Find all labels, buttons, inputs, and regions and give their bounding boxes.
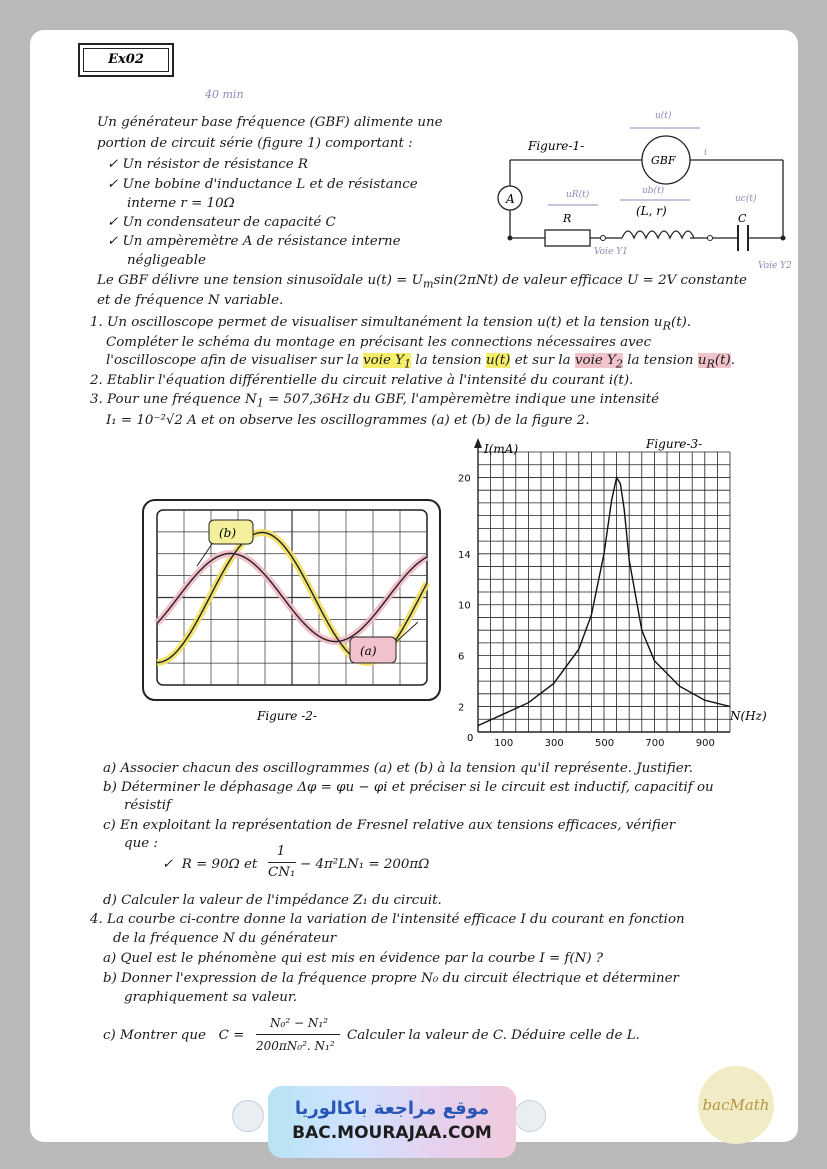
- exercise-badge-label: Ex02: [83, 48, 169, 72]
- hand-voie1-label: Voie Y1: [594, 247, 628, 257]
- y-tick-label: 20: [458, 473, 471, 485]
- q4c-text-2: Calculer la valeur de C. Déduire celle de L.: [347, 1028, 640, 1043]
- q4-line-1: 4. La courbe ci-contre donne la variation de l'intensité efficace I du courant en fonction: [90, 912, 685, 927]
- voie2-highlight: voie $Y_2$: [574, 353, 623, 371]
- q3c-equation: ✓ R = 90Ω et: [162, 857, 258, 872]
- bullet-item-cont: négligeable: [127, 253, 206, 268]
- q3d: d) Calculer la valeur de l'impédance Z₁ du circuit.: [103, 893, 442, 908]
- footer-banner[interactable]: [268, 1086, 516, 1158]
- ammeter-label: A: [506, 192, 515, 206]
- q3a: a) Associer chacun des oscillogrammes (a) et (b) à la tension qu'il représente. Justifier.: [103, 761, 693, 776]
- hand-ur-label: uR(t): [566, 190, 590, 200]
- hand-i-label: i: [704, 148, 707, 158]
- intro-line-1: Un générateur base fréquence (GBF) alimente une: [97, 115, 443, 130]
- ur-highlight: $u_R(t)$: [697, 353, 731, 371]
- q2-line: 2. Etablir l'équation différentielle du circuit relative à l'intensité du courant i(t).: [90, 373, 634, 388]
- site-logo-icon: [232, 1100, 264, 1132]
- y-axis-label: I(mA): [484, 442, 519, 456]
- bullet-item: ✓ Un résistor de résistance R: [107, 157, 308, 172]
- footer-arabic-title: موقع مراجعة باكالوريا: [294, 1098, 490, 1119]
- hand-uc-label: uc(t): [735, 194, 757, 204]
- u-highlight: u(t): [485, 353, 511, 368]
- hand-u-label: u(t): [655, 111, 672, 121]
- q4-line-2: de la fréquence N du générateur: [113, 931, 337, 946]
- intro-line-2: portion de circuit série (figure 1) comportant :: [97, 136, 413, 151]
- coil-label: (L, r): [636, 204, 667, 218]
- label-a: (a): [360, 644, 377, 658]
- voie1-highlight: voie $Y_1$: [363, 353, 412, 371]
- q3c-line-2: que :: [124, 836, 158, 851]
- y-tick-label: 6: [458, 651, 465, 663]
- eq-numerator: 1: [276, 844, 286, 859]
- q4b-line-2: graphiquement sa valeur.: [124, 990, 298, 1005]
- q1-line-3: l'oscilloscope afin de visualiser sur la voie $Y_1$ la tension u(t) et sur la voie $Y_2$ la tension $u_R(t)$.: [106, 353, 735, 371]
- figure2-caption: Figure -2-: [257, 709, 317, 723]
- origin-label: 0: [467, 733, 474, 744]
- bullet-item-cont: interne r = 10Ω: [127, 196, 235, 211]
- gbf-line: Le GBF délivre une tension sinusoïdale $u(t) = U_m\sin(2\pi Nt)$ de valeur efficace U = 2V constante: [97, 273, 747, 291]
- q4a: a) Quel est le phénomène qui est mis en évidence par la courbe I = f(N) ?: [103, 951, 603, 966]
- q1-line-2: Compléter le schéma du montage en précisant les connections nécessaires avec: [106, 335, 652, 350]
- footer-site-link[interactable]: BAC.MOURAJAA.COM: [292, 1123, 492, 1143]
- q4c-text: c) Montrer que C =: [103, 1028, 245, 1043]
- x-tick-label: 900: [695, 738, 715, 749]
- figure3-title: Figure-3-: [646, 437, 703, 451]
- eq-denominator: CN₁: [268, 865, 296, 880]
- resistor-label: R: [563, 212, 572, 225]
- figure1-caption: Figure-1-: [528, 139, 585, 153]
- x-tick-label: 100: [494, 738, 514, 749]
- hand-voie2-label: Voie Y2: [758, 261, 792, 271]
- q3-line-1: 3. Pour une fréquence $N_1 = 507,36Hz$ du GBF, l'ampèremètre indique une intensité: [90, 392, 660, 410]
- bullet-item: ✓ Un ampèremètre A de résistance interne: [107, 234, 401, 249]
- y-tick-label: 10: [458, 600, 471, 612]
- gbf-label: GBF: [651, 154, 676, 167]
- q4c-fraction-bar: [256, 1034, 340, 1035]
- q3b-line-1: b) Déterminer le déphasage Δφ = φu − φi et préciser si le circuit est inductif, capacitif ou: [103, 780, 714, 795]
- handwritten-note: 40 min: [205, 88, 244, 101]
- label-b: (b): [219, 526, 237, 540]
- y-tick-label: 14: [458, 549, 471, 561]
- hand-ub-label: ub(t): [642, 186, 665, 196]
- x-tick-label: 700: [645, 738, 665, 749]
- x-tick-label: 500: [595, 738, 615, 749]
- q3c-equation-2: − 4π²LN₁ = 200πΩ: [300, 857, 430, 872]
- y-tick-label: 2: [458, 702, 465, 714]
- eq-fraction-bar: [268, 862, 296, 863]
- x-tick-label: 300: [544, 738, 564, 749]
- q1-line-1: 1. Un oscilloscope permet de visualiser simultanément la tension u(t) et la tension $u_R(t)$.: [90, 315, 692, 333]
- q4c-numerator: N₀² − N₁²: [270, 1016, 328, 1030]
- q3c-line-1: c) En exploitant la représentation de Fresnel relative aux tensions efficaces, vérifier: [103, 818, 676, 833]
- q4c-denominator: 200πN₀². N₁²: [256, 1039, 335, 1053]
- capacitor-label: C: [738, 212, 747, 225]
- q4b-line-1: b) Donner l'expression de la fréquence propre N₀ du circuit électrique et déterminer: [103, 971, 679, 986]
- bullet-item: ✓ Un condensateur de capacité C: [107, 215, 336, 230]
- site-logo-icon: [514, 1100, 546, 1132]
- bacmath-logo: bacMath: [698, 1066, 774, 1144]
- q3-line-2: I₁ = 10⁻²√2 A et on observe les oscillogrammes (a) et (b) de la figure 2.: [106, 413, 590, 428]
- gbf-line-2: et de fréquence N variable.: [97, 293, 284, 308]
- x-axis-label: N(Hz): [730, 709, 767, 723]
- q3b-line-2: résistif: [124, 798, 171, 813]
- bullet-item: ✓ Une bobine d'inductance L et de résistance: [107, 177, 418, 192]
